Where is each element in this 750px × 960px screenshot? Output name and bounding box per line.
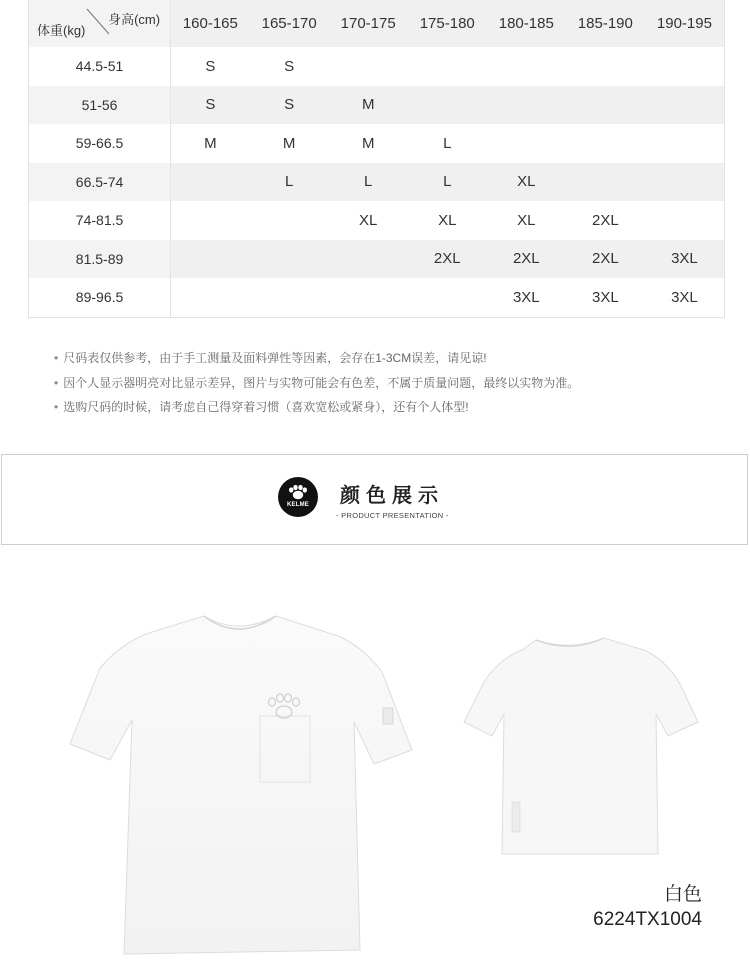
tshirt-front-image [62,612,422,957]
size-cell: S [171,86,250,125]
size-cell [645,124,724,163]
product-label [593,883,702,933]
size-cell [250,278,329,317]
size-cell [329,47,408,86]
kelme-logo [278,477,318,517]
height-header: 170-175 [329,0,408,47]
table-corner-header [29,0,171,47]
size-cell: L [250,163,329,202]
size-cell: M [329,86,408,125]
size-cell [566,47,645,86]
size-cell [566,86,645,125]
table-row [29,240,724,279]
height-header: 160-165 [171,0,250,47]
weight-range-cell: 89-96.5 [29,278,171,317]
note-item: • 尺码表仅供参考，由于手工测量及面料弹性等因素，会存在1-3CM误差，请见谅! [54,346,579,371]
height-header: 185-190 [566,0,645,47]
weight-range-cell: 51-56 [29,86,171,125]
size-cell [171,240,250,279]
product-color-name: 白色 [663,884,702,905]
size-notes [54,346,579,420]
size-cell: S [284,57,295,75]
weight-axis-label: 体重(kg) [37,23,86,38]
size-cell: 3XL [671,288,698,306]
table-header-row [29,0,724,47]
weight-range-cell: 81.5-89 [29,240,171,279]
height-header: 180-185 [487,0,566,47]
size-cell [645,86,724,125]
size-cell [645,201,724,240]
size-cell: L [443,134,452,152]
height-axis-label: 身高(cm) [108,12,161,27]
logo-text: KELME [287,502,309,508]
size-cell: 3XL [645,240,724,279]
size-cell: XL [487,163,566,202]
size-cell [487,124,566,163]
table-row [29,86,724,125]
size-cell: 3XL [512,288,540,306]
size-cell: 2XL [408,240,487,279]
note-item: • 选购尺码的时候，请考虑自己得穿着习惯（喜欢宽松或紧身），还有个人体型! [54,395,579,420]
section-title: 颜色展示 [340,483,444,507]
paw-icon [278,477,318,517]
height-header: 165-170 [250,0,329,47]
size-cell: XL [517,211,536,229]
size-cell: XL [359,211,378,229]
size-cell: XL [438,211,457,229]
note-item: • 因个人显示器明亮对比显示差异，图片与实物可能会有色差，不属于质量问题，最终以实物为准。 [54,371,579,396]
size-cell: M [204,134,217,152]
weight-range-cell: 66.5-74 [29,163,171,202]
size-cell: 3XL [591,288,619,306]
tshirt-back-image [462,632,702,862]
weight-range-cell: 74-81.5 [29,201,171,240]
color-display-banner [1,454,748,545]
size-cell [645,47,724,86]
table-row [29,47,724,86]
size-cell: 2XL [591,211,619,229]
size-cell [645,163,724,202]
size-cell [566,163,645,202]
size-cell [329,278,408,317]
table-row [29,163,724,202]
table-row [29,201,724,240]
size-cell: 2XL [566,240,645,279]
size-cell: L [408,163,487,202]
size-cell [250,240,329,279]
size-chart-table [28,0,725,318]
size-cell [408,86,487,125]
section-subtitle: - PRODUCT PRESENTATION - [336,511,449,520]
size-cell: M [282,134,296,152]
size-cell [487,86,566,125]
size-cell: S [205,57,216,75]
size-cell [171,201,250,240]
size-cell: 2XL [487,240,566,279]
weight-range-cell: 44.5-51 [29,47,171,86]
table-row [29,124,724,163]
height-header: 190-195 [645,0,724,47]
size-cell: M [361,134,375,152]
size-cell [487,47,566,86]
size-cell: L [329,163,408,202]
table-row [29,278,724,317]
height-header: 175-180 [408,0,487,47]
size-cell [171,163,250,202]
size-cell [171,278,250,317]
size-cell [408,278,487,317]
size-cell [250,201,329,240]
size-cell [329,240,408,279]
size-cell: S [250,86,329,125]
size-cell [408,47,487,86]
product-code: 6224TX1004 [593,909,702,930]
size-cell [566,124,645,163]
weight-range-cell: 59-66.5 [29,124,171,163]
